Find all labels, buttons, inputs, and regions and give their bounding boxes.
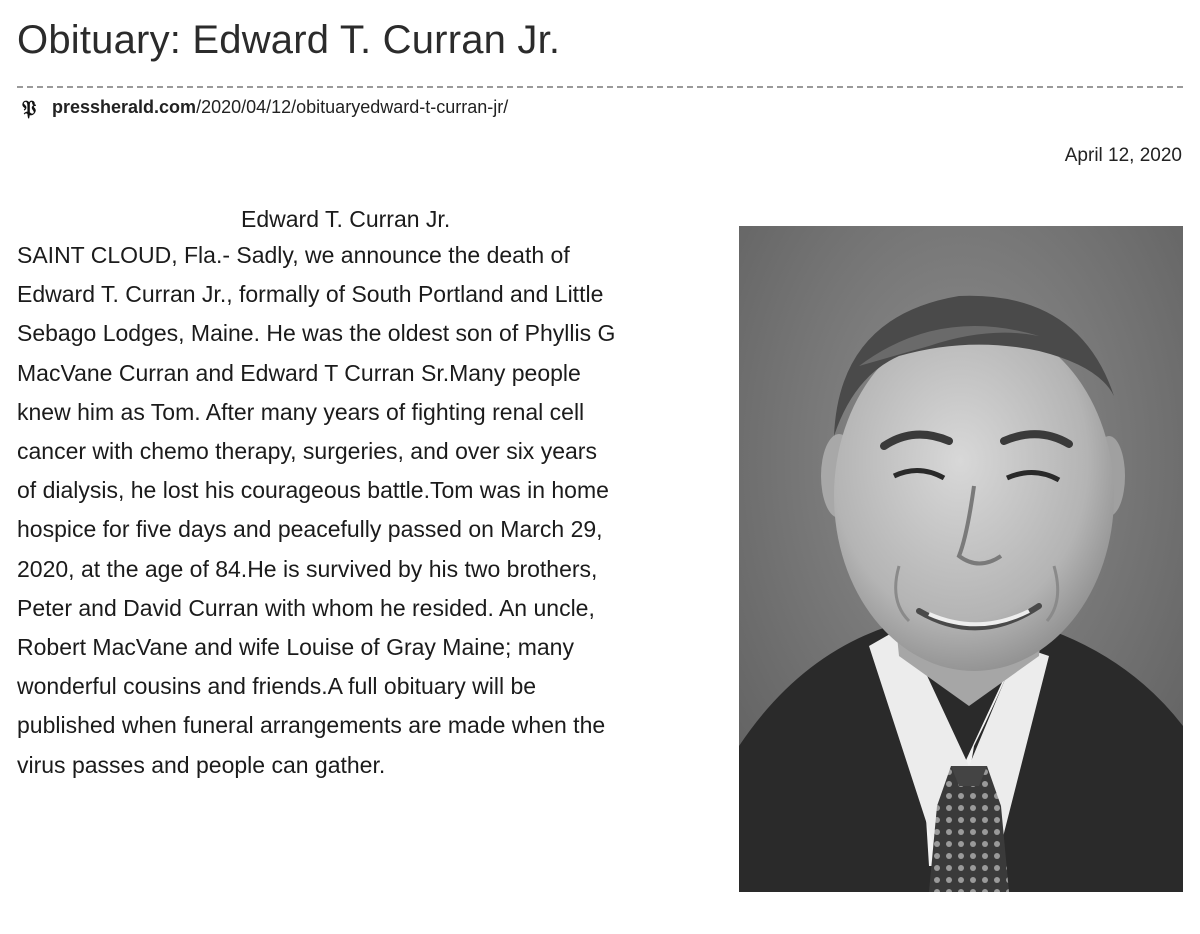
title-divider: [17, 86, 1183, 88]
source-domain[interactable]: pressherald.com: [52, 97, 197, 117]
article-body: [17, 236, 717, 785]
body-line: Edward T. Curran Jr., formally of South Portland and Little: [17, 281, 604, 308]
publish-date: April 12, 2020: [1064, 145, 1182, 166]
source-link[interactable]: [22, 97, 508, 118]
body-line: hospice for five days and peacefully passed on March 29,: [17, 516, 603, 543]
source-path[interactable]: /2020/04/12/obituaryedward-t-curran-jr/: [196, 97, 509, 117]
body-line: cancer with chemo therapy, surgeries, and over six years: [17, 438, 597, 465]
body-line: Sebago Lodges, Maine. He was the oldest son of Phyllis G: [17, 320, 616, 347]
body-line: 2020, at the age of 84.He is survived by his two brothers,: [17, 555, 598, 582]
body-line: knew him as Tom. After many years of fighting renal cell: [17, 398, 585, 425]
page-title: Obituary: Edward T. Curran Jr.: [17, 18, 561, 62]
portrait-illustration: [739, 226, 1183, 892]
body-line: published when funeral arrangements are made when the: [17, 712, 606, 739]
body-line: SAINT CLOUD, Fla.- Sadly, we announce the death of: [17, 242, 570, 268]
body-line: MacVane Curran and Edward T Curran Sr.Many people: [17, 359, 581, 386]
body-line: Robert MacVane and wife Louise of Gray Maine; many: [17, 634, 574, 661]
body-line: virus passes and people can gather.: [17, 751, 386, 778]
body-line: Peter and David Curran with whom he resided. An uncle,: [17, 594, 595, 621]
body-line: wonderful cousins and friends.A full obituary will be: [17, 673, 537, 700]
pressherald-logo-icon: 𝔓: [22, 95, 37, 120]
portrait-photo: [739, 226, 1183, 892]
obituary-article: [17, 203, 717, 785]
article-name-heading: Edward T. Curran Jr.: [241, 206, 451, 232]
body-line: of dialysis, he lost his courageous battle.Tom was in home: [17, 477, 609, 504]
